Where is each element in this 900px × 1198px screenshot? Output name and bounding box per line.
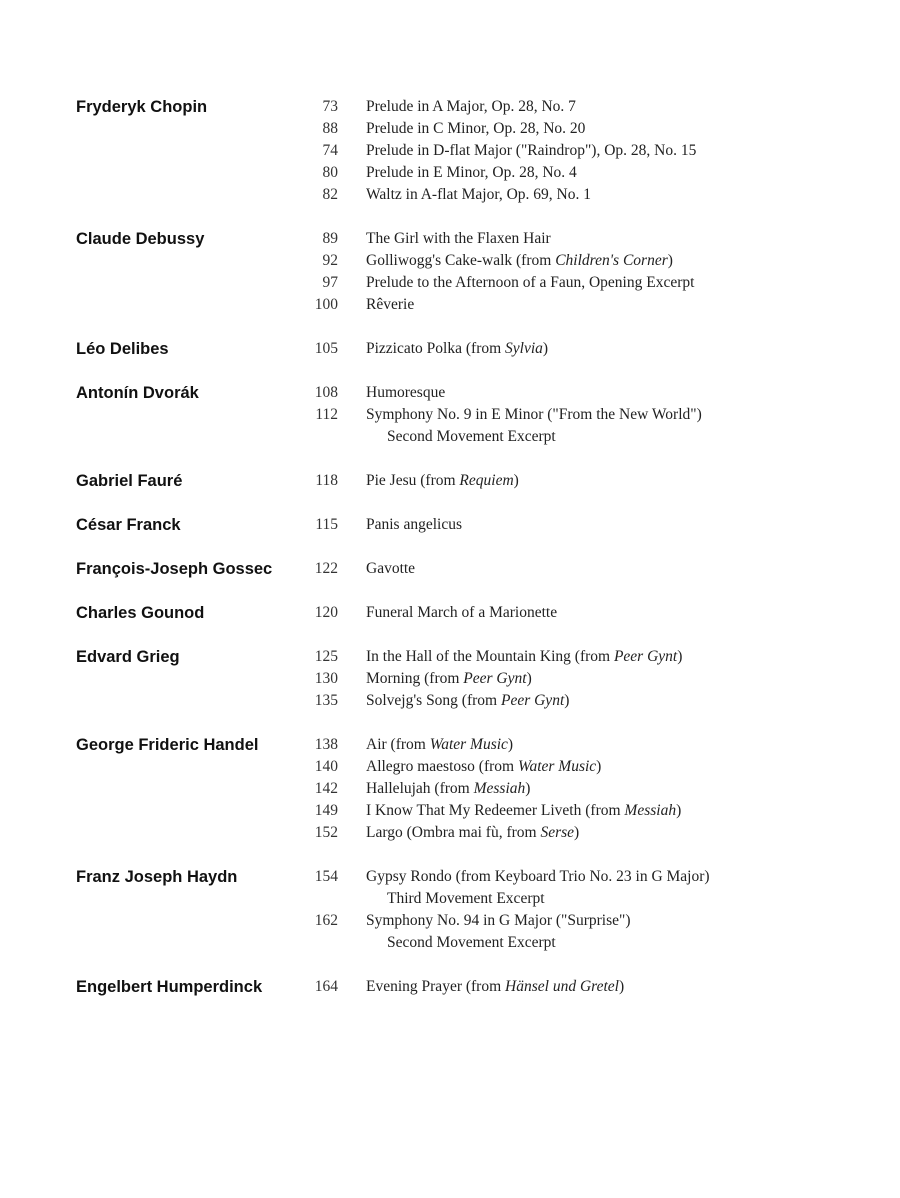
piece-title-text: ) — [513, 472, 519, 489]
page-number: 115 — [315, 516, 338, 533]
piece-title-text: Symphony No. 94 in G Major ("Surprise") — [366, 912, 631, 929]
piece-title-text: Gavotte — [366, 560, 416, 577]
page-number: 122 — [314, 560, 338, 577]
composer-name: Claude Debussy — [76, 230, 205, 248]
piece-entry — [306, 338, 856, 360]
piece-entry — [306, 272, 856, 294]
piece-title — [366, 976, 624, 998]
piece-list — [306, 382, 856, 448]
piece-entry — [306, 602, 856, 624]
piece-list — [306, 734, 856, 844]
work-title-italic: Hänsel und Gretel — [505, 978, 619, 995]
piece-title-text: Hallelujah (from — [366, 780, 474, 797]
piece-entry — [306, 734, 856, 756]
page-number: 108 — [314, 384, 338, 401]
work-title-italic: Water Music — [517, 758, 597, 775]
piece-title — [366, 140, 696, 162]
composer-name: George Frideric Handel — [76, 736, 259, 754]
piece-title — [366, 866, 710, 910]
piece-subtitle: Second Movement Excerpt — [387, 934, 556, 951]
composer-group — [76, 470, 856, 492]
composer-group — [76, 382, 856, 448]
piece-title-text: Air (from — [366, 736, 430, 753]
piece-title-text: Golliwogg's Cake-walk (from — [366, 252, 556, 269]
composer-group — [76, 734, 856, 844]
piece-title-text: Morning (from — [366, 670, 464, 687]
piece-entry — [306, 822, 856, 844]
piece-title-text: ) — [618, 978, 625, 995]
piece-entry — [306, 976, 856, 998]
piece-title — [366, 558, 415, 580]
page-number: 82 — [322, 186, 338, 203]
piece-title-text: Gypsy Rondo (from Keyboard Trio No. 23 in G Major) — [366, 868, 710, 885]
piece-entry — [306, 646, 856, 668]
piece-title — [366, 404, 702, 448]
page-number: 142 — [314, 780, 338, 797]
piece-title — [366, 646, 682, 668]
composer-group — [76, 866, 856, 954]
work-title-italic: Messiah — [624, 802, 677, 819]
piece-subtitle: Third Movement Excerpt — [387, 890, 545, 907]
piece-title-text: Pizzicato Polka (from — [366, 340, 506, 357]
piece-title-text: ) — [596, 758, 602, 775]
piece-title — [366, 514, 462, 536]
piece-entry — [306, 140, 856, 162]
work-title-italic: Peer Gynt — [463, 670, 527, 687]
composer-group — [76, 602, 856, 624]
piece-title-text: Funeral March of a Marionette — [366, 604, 558, 621]
piece-title — [366, 382, 445, 404]
work-title-italic: Serse — [540, 824, 575, 841]
piece-entry — [306, 382, 856, 404]
work-title-italic: Sylvia — [505, 340, 543, 357]
page-number: 73 — [322, 98, 338, 115]
piece-title-text: Symphony No. 9 in E Minor ("From the New World") — [366, 406, 702, 423]
piece-subtitle: Second Movement Excerpt — [387, 428, 556, 445]
work-title-italic: Messiah — [473, 780, 526, 797]
piece-title-text: Prelude in C Minor, Op. 28, No. 20 — [366, 120, 586, 137]
table-of-contents — [76, 96, 856, 998]
composer-group — [76, 646, 856, 712]
page-number: 149 — [314, 802, 338, 819]
piece-title — [366, 668, 532, 690]
piece-title — [366, 294, 414, 316]
piece-list — [306, 228, 856, 316]
piece-list — [306, 96, 856, 206]
composer-name: Charles Gounod — [76, 604, 205, 622]
piece-title-text: Rêverie — [366, 296, 415, 313]
piece-title — [366, 800, 681, 822]
composer-group — [76, 976, 856, 998]
work-title-italic: Peer Gynt — [500, 692, 565, 709]
piece-title-text: The Girl with the Flaxen Hair — [366, 230, 551, 247]
composer-name: Engelbert Humperdinck — [76, 978, 263, 996]
page-number: 89 — [322, 230, 338, 247]
composer-name: François-Joseph Gossec — [76, 560, 273, 578]
piece-entry — [306, 690, 856, 712]
piece-title — [366, 228, 551, 250]
piece-title-text: I Know That My Redeemer Liveth (from — [366, 802, 625, 819]
piece-title-text: Prelude in A Major, Op. 28, No. 7 — [366, 98, 576, 115]
piece-title-text: Prelude to the Afternoon of a Faun, Opening Excerpt — [366, 274, 695, 291]
piece-list — [306, 470, 856, 492]
page-number: 120 — [314, 604, 338, 621]
piece-title — [366, 162, 577, 184]
composer-name: Antonín Dvorák — [76, 384, 199, 402]
piece-title — [366, 734, 513, 756]
page-number: 112 — [315, 406, 338, 423]
piece-entry — [306, 96, 856, 118]
page-number: 92 — [322, 252, 338, 269]
page-number: 100 — [314, 296, 338, 313]
page-number: 152 — [314, 824, 338, 841]
piece-entry — [306, 514, 856, 536]
page-number: 164 — [314, 978, 338, 995]
work-title-italic: Children's Corner — [555, 252, 668, 269]
page-number: 135 — [314, 692, 338, 709]
piece-title-text: ) — [542, 340, 549, 357]
piece-entry — [306, 118, 856, 140]
page-number: 130 — [314, 670, 338, 687]
piece-list — [306, 976, 856, 998]
piece-title-text: Prelude in E Minor, Op. 28, No. 4 — [366, 164, 577, 181]
piece-entry — [306, 404, 856, 448]
piece-entry — [306, 250, 856, 272]
piece-entry — [306, 800, 856, 822]
work-title-italic: Water Music — [429, 736, 508, 753]
work-title-italic: Peer Gynt — [613, 648, 678, 665]
piece-title — [366, 470, 519, 492]
piece-title-text: ) — [525, 780, 531, 797]
piece-title-text: In the Hall of the Mountain King (from — [366, 648, 614, 665]
piece-list — [306, 338, 856, 360]
piece-title — [366, 690, 569, 712]
page-number: 154 — [314, 868, 338, 885]
piece-entry — [306, 756, 856, 778]
piece-title-text: Allegro maestoso (from — [366, 758, 518, 775]
piece-title — [366, 96, 576, 118]
piece-title — [366, 272, 694, 294]
piece-entry — [306, 866, 856, 910]
composer-group — [76, 338, 856, 360]
page-number: 105 — [314, 340, 338, 357]
composer-group — [76, 96, 856, 206]
piece-title-text: ) — [574, 824, 580, 841]
piece-title-text: Pie Jesu (from — [366, 472, 460, 489]
piece-title — [366, 756, 601, 778]
piece-title — [366, 184, 591, 206]
piece-entry — [306, 778, 856, 800]
composer-group — [76, 228, 856, 316]
composer-name: Gabriel Fauré — [76, 472, 183, 490]
piece-title — [366, 118, 585, 140]
page-number: 74 — [322, 142, 338, 159]
piece-entry — [306, 910, 856, 954]
piece-title-text: Humoresque — [366, 384, 446, 401]
piece-entry — [306, 668, 856, 690]
page-number: 162 — [314, 912, 338, 929]
piece-title — [366, 602, 557, 624]
piece-title-text: ) — [507, 736, 514, 753]
page-number: 140 — [314, 758, 338, 775]
composer-group — [76, 558, 856, 580]
piece-title-text: Waltz in A-flat Major, Op. 69, No. 1 — [366, 186, 591, 203]
piece-entry — [306, 162, 856, 184]
page-number: 118 — [315, 472, 338, 489]
piece-list — [306, 558, 856, 580]
page-number: 80 — [322, 164, 338, 181]
piece-title-text: ) — [564, 692, 570, 709]
composer-name: Léo Delibes — [76, 340, 169, 358]
piece-title-text: Prelude in D-flat Major ("Raindrop"), Op. 28, No. 15 — [366, 142, 697, 159]
piece-title — [366, 338, 548, 360]
page-number: 138 — [314, 736, 338, 753]
piece-entry — [306, 470, 856, 492]
piece-list — [306, 646, 856, 712]
piece-entry — [306, 228, 856, 250]
piece-title-text: ) — [667, 252, 673, 269]
piece-title — [366, 910, 631, 954]
composer-group — [76, 514, 856, 536]
piece-title — [366, 822, 579, 844]
piece-title-text: Evening Prayer (from — [366, 978, 506, 995]
page-number: 88 — [322, 120, 338, 137]
piece-entry — [306, 294, 856, 316]
page-number: 97 — [322, 274, 338, 291]
piece-title-text: ) — [526, 670, 532, 687]
page-number: 125 — [314, 648, 338, 665]
composer-name: Fryderyk Chopin — [76, 98, 208, 116]
piece-title-text: ) — [677, 648, 683, 665]
piece-title-text: Panis angelicus — [366, 516, 462, 533]
piece-list — [306, 866, 856, 954]
piece-entry — [306, 184, 856, 206]
composer-name: César Franck — [76, 516, 181, 534]
composer-name: Edvard Grieg — [76, 648, 180, 666]
piece-list — [306, 602, 856, 624]
piece-list — [306, 514, 856, 536]
piece-title-text: Solvejg's Song (from — [366, 692, 501, 709]
work-title-italic: Requiem — [459, 472, 514, 489]
composer-name: Franz Joseph Haydn — [76, 868, 238, 886]
piece-entry — [306, 558, 856, 580]
piece-title-text: Largo (Ombra mai fù, from — [366, 824, 541, 841]
piece-title-text: ) — [676, 802, 682, 819]
piece-title — [366, 778, 530, 800]
piece-title — [366, 250, 673, 272]
